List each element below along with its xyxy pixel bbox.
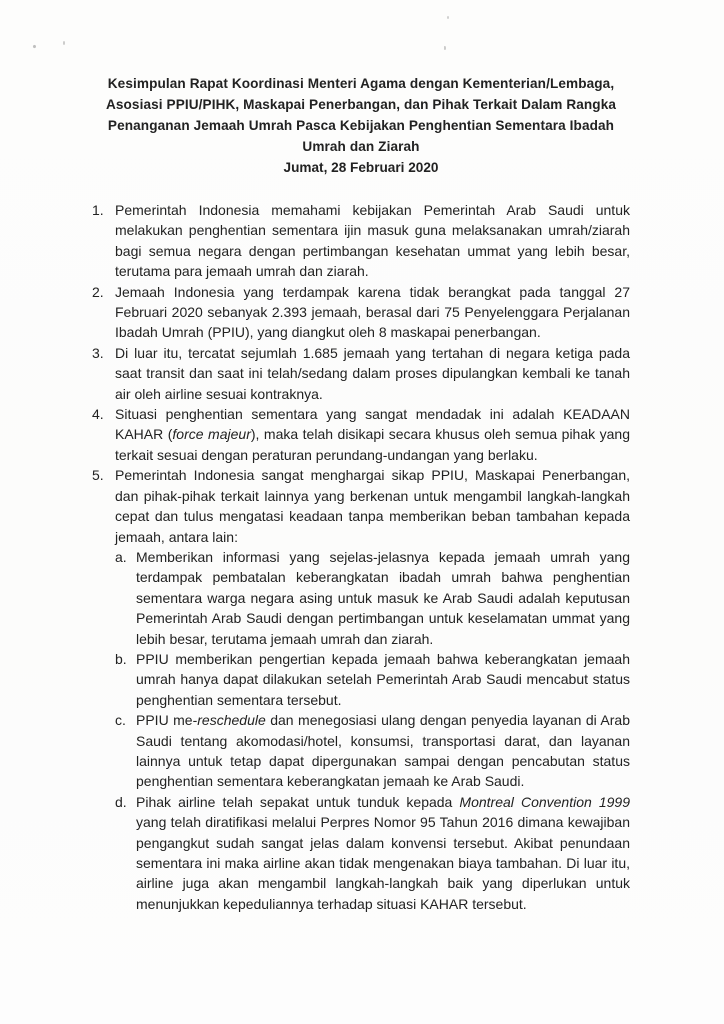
item-number: 2.	[92, 283, 104, 300]
subitem-text: Memberikan informasi yang sejelas-jelasnya kepada jemaah umrah yang terdampak pembatalan keberangkatan ibadah umrah bahwa penghentian sementara warga negara asing untuk masuk ke Arab Saudi adalah keputusan Pemerintah Arab Saudi dengan pertimbangan untuk keselamatan ummat yang lebih besar, terutama jemaah umrah dan ziarah.	[136, 548, 630, 647]
item-text-with-sublist	[115, 465, 630, 914]
item-number: 5.	[92, 467, 104, 484]
numbered-item-4	[92, 404, 630, 465]
item-number: 4.	[92, 406, 104, 423]
scan-speck	[444, 46, 446, 50]
numbered-item-1	[92, 200, 630, 282]
item-number: 3.	[92, 344, 104, 361]
scan-speck	[63, 41, 65, 45]
item-number: 1.	[92, 202, 104, 218]
numbered-item-3	[92, 343, 630, 404]
numbered-item-2	[92, 282, 630, 343]
lettered-subitem-b	[115, 649, 630, 710]
lettered-subitem-d	[115, 792, 630, 914]
subitem-text: Pihak airline telah sepakat untuk tunduk kepada Montreal Convention 1999 yang telah diratifikasi melalui Perpres Nomor 95 Tahun 2016 dimana kewajiban pengangkut sudah sangat jelas dalam konvensi tersebut. Akibat penundaan sementara ini maka airline akan tidak mengenakan biaya tambahan. Di luar itu, airline juga akan mengambil langkah-langkah baik yang diperlukan untuk menunjukkan kepeduliannya terhadap situasi KAHAR tersebut.	[136, 793, 630, 912]
item-text: Jemaah Indonesia yang terdampak karena tidak berangkat pada tanggal 27 Februari 2020 sebanyak 2.393 jemaah, berasal dari 75 Penyelenggara Perjalanan Ibadah Umrah (PPIU), yang diangkut oleh 8 maskapai penerbangan.	[115, 283, 630, 341]
document-title: Kesimpulan Rapat Koordinasi Menteri Agama dengan Kementerian/Lembaga, Asosiasi PPIU/PIHK, Maskapai Penerbangan, dan Pihak Terkait Dalam Rangka Penanganan Jemaah Umrah Pasca Kebijakan Penghentian Sementara Ibadah Umrah dan Ziarah	[105, 76, 617, 154]
subitem-text: PPIU me-reschedule dan menegosiasi ulang dengan penyedia layanan di Arab Saudi tentang akomodasi/hotel, konsumsi, transportasi darat, dan layanan lainnya untuk tetap dapat dipergunakan sampai dengan pencabutan status penghentian sementara keberangkatan jemaah ke Arab Saudi.	[136, 712, 630, 790]
lettered-subitem-a	[115, 547, 630, 649]
item-text: Pemerintah Indonesia memahami kebijakan Pemerintah Arab Saudi untuk melakukan penghentian sementara ijin masuk guna melaksanakan umrah/ziarah bagi semua negara dengan pertimbangan kesehatan ummat yang lebih besar, terutama para jemaah umrah dan ziarah.	[115, 202, 630, 280]
numbered-item-5	[92, 465, 630, 914]
lettered-sublist	[115, 547, 630, 914]
subitem-letter: d.	[115, 793, 127, 810]
item-text: Di luar itu, tercatat sejumlah 1.685 jemaah yang tertahan di negara ketiga pada saat transit dan saat ini telah/sedang dalam proses dipulangkan kembali ke tanah air oleh airline sesuai kontraknya.	[115, 344, 630, 402]
subitem-letter: c.	[115, 712, 126, 729]
subitem-letter: a.	[115, 548, 127, 565]
subitem-text: PPIU memberikan pengertian kepada jemaah bahwa keberangkatan jemaah umrah hanya dapat dilakukan setelah Pemerintah Arab Saudi mencabut status penghentian sementara tersebut.	[136, 650, 630, 708]
item-text: Pemerintah Indonesia sangat menghargai sikap PPIU, Maskapai Penerbangan, dan pihak-pihak terkait lainnya yang berkenan untuk mengambil langkah-langkah cepat dan tulus mengatasi keadaan tanpa memberikan beban tambahan kepada jemaah, antara lain:	[115, 467, 630, 545]
scan-speck	[33, 45, 37, 49]
scan-speck	[447, 16, 449, 19]
lettered-subitem-c	[115, 710, 630, 792]
subitem-letter: b.	[115, 650, 127, 667]
document-body	[92, 200, 630, 914]
document-date: Jumat, 28 Februari 2020	[283, 160, 439, 175]
item-text: Situasi penghentian sementara yang sangat mendadak ini adalah KEADAAN KAHAR (force majeur), maka telah disikapi secara khusus oleh semua pihak yang terkait sesuai dengan peraturan perundang-undangan yang berlaku.	[115, 406, 630, 463]
